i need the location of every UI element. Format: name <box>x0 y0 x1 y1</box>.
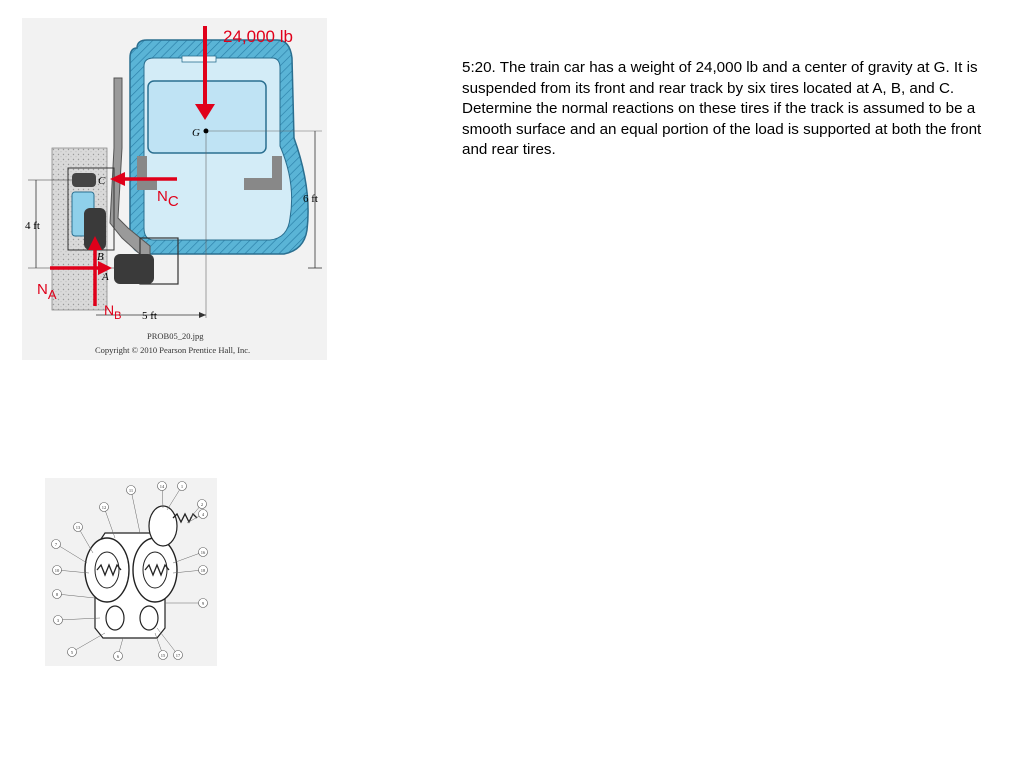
train-car-figure <box>22 18 352 363</box>
tire-c <box>72 173 96 187</box>
callout-number: 5 <box>70 649 74 655</box>
label-a: A <box>102 271 109 283</box>
nc-label: NC <box>157 188 179 210</box>
mechanism-figure <box>45 478 220 668</box>
callout-number: 4 <box>201 511 205 517</box>
callout-number: 12 <box>101 504 107 510</box>
callout-number: 18 <box>200 567 206 573</box>
callout-number: 16 <box>200 549 206 555</box>
callout-number: 15 <box>160 652 166 658</box>
nb-label: $N_B$ <box>104 302 122 322</box>
na-label: NA <box>37 281 57 302</box>
dim-6ft-label: 6 ft <box>303 193 318 205</box>
load-label: 24,000 lb <box>223 27 293 46</box>
callout-number: 9 <box>201 600 205 606</box>
mechanism-roller-right <box>140 606 158 630</box>
label-g: G <box>192 127 200 139</box>
label-b: B <box>97 251 104 263</box>
callout-number: 10 <box>54 567 60 573</box>
callout-number: 17 <box>175 652 181 658</box>
problem-statement: 5:20. The train car has a weight of 24,000 lb and a center of gravity at G. It is suspended from its front and rear track by six tires located at A, B, and C. Determine the normal reactions on these tires if the track is assumed to be a smooth surface and an equal portion of the load is supported at both the front and rear tires. <box>462 59 982 158</box>
center-of-gravity-dot <box>204 129 209 134</box>
callout-number: 6 <box>116 653 120 659</box>
callout-number: 8 <box>55 591 59 597</box>
dim-5ft-label: 5 ft <box>142 310 157 322</box>
roof-slot <box>182 56 216 62</box>
callout-number: 7 <box>54 541 58 547</box>
mechanism-wheel-top <box>149 506 177 546</box>
mechanism-roller-left <box>106 606 124 630</box>
figure-filename: PROB05_20.jpg <box>147 331 204 341</box>
callout-number: 14 <box>159 483 165 489</box>
figure-copyright: Copyright © 2010 Pearson Prentice Hall, Inc. <box>95 345 251 355</box>
callout-number: 13 <box>75 524 81 530</box>
label-c: C <box>98 175 106 187</box>
dim-4ft-label: 4 ft <box>25 220 40 232</box>
callout-number: 1 <box>180 483 184 489</box>
callout-number: 11 <box>128 487 134 493</box>
callout-number: 3 <box>56 617 60 623</box>
tire-a <box>114 254 154 284</box>
seat-right-base <box>244 178 280 190</box>
seat-left-base <box>137 180 157 190</box>
callout-number: 2 <box>200 501 204 507</box>
